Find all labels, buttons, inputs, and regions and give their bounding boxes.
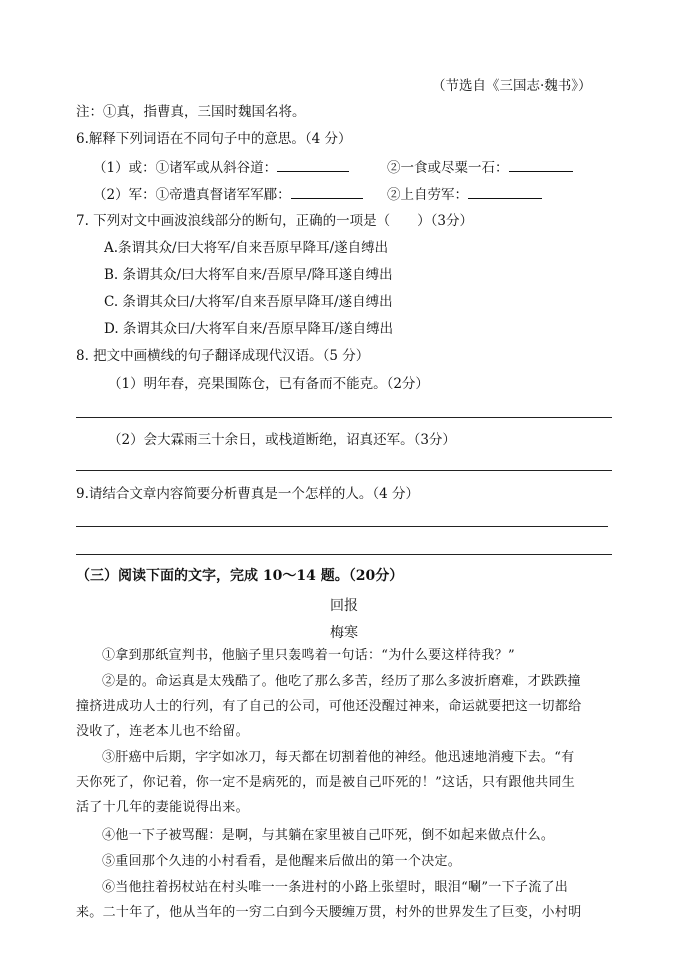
paragraph-3-line-3: 活了十几年的妻能说得出来。	[76, 800, 249, 815]
q8-answer-line-1[interactable]	[76, 417, 612, 418]
q6-row1-left-text: （1）或：①诸军或从斜谷道：	[93, 160, 278, 176]
footnote: 注：①真，指曹真，三国时魏国名将。	[76, 104, 306, 120]
q7-option-c[interactable]: C. 条谓其众曰/大将军/自来吾原早降耳/遂自缚出	[104, 294, 393, 310]
q6-row2-left	[93, 184, 363, 205]
q8-sentence-1: （1）明年春，亮果围陈仓，已有备而不能克。（2分）	[108, 376, 429, 392]
paragraph-3-line-2: 天你死了，你记着，你一定不是病死的，而是被自己吓死的！”这话，只有跟他共同生	[76, 775, 576, 790]
q6-row1-right-text: ②一食或尽粟一石：	[387, 160, 509, 176]
q6-row1-right	[387, 157, 573, 178]
story-author: 梅寒	[330, 625, 358, 641]
paragraph-2-line-2: 撞挤进成功人士的行列，有了自己的公司，可他还没醒过神来，命运就要把这一切都给	[76, 699, 582, 714]
section3-heading: （三）阅读下面的文字，完成 10～14 题。（20分）	[76, 568, 404, 584]
q8-sentence-2: （2）会大霖雨三十余日，或栈道断绝，诏真还军。（3分）	[108, 432, 456, 448]
q7-option-d[interactable]: D. 条谓其众曰/大将军自来/吾原早降耳/遂自缚出	[104, 321, 394, 337]
q7-option-a[interactable]: A.条谓其众/曰大将军/自来吾原早降耳/遂自缚出	[104, 240, 389, 256]
story-title: 回报	[330, 598, 358, 614]
q8-answer-line-2[interactable]	[76, 470, 612, 471]
q6-row2-left-text: （2）军：①帝遣真督诸军军郿：	[93, 187, 291, 203]
q6-blank-3[interactable]	[291, 184, 363, 199]
paragraph-2-line-1: ②是的。命运真是太残酷了。他吃了那么多苦，经历了那么多波折磨难，才跌跌撞	[102, 674, 581, 689]
q6-title: 6.解释下列词语在不同句子中的意思。（4 分）	[76, 131, 352, 147]
source-citation: （节选自《三国志·魏书》）	[432, 78, 592, 94]
paragraph-5: ⑤重回那个久违的小村看看，是他醒来后做出的第一个决定。	[102, 854, 462, 869]
q6-row2-right-text: ②上自劳军：	[387, 187, 468, 203]
q7-title: 7. 下列对文中画波浪线部分的断句，正确的一项是（ ）（3分）	[76, 213, 474, 229]
paragraph-6-line-1: ⑥当他拄着拐杖站在村头唯一一条进村的小路上张望时，眼泪“唰”一下子流了出	[102, 880, 569, 895]
q9-title: 9.请结合文章内容简要分析曹真是一个怎样的人。（4 分）	[76, 486, 420, 502]
paragraph-2-line-3: 没收了，连老本儿也不给留。	[76, 724, 249, 739]
paragraph-4: ④他一下子被骂醒：是啊，与其躺在家里被自己吓死，倒不如起来做点什么。	[102, 828, 555, 843]
q7-option-b[interactable]: B. 条谓其众/曰大将军自来/吾原早/降耳遂自缚出	[104, 267, 393, 283]
paragraph-6-line-2: 来。二十年了，他从当年的一穷二白到今天腰缠万贯，村外的世界发生了巨变，小村明	[76, 905, 582, 920]
q6-blank-2[interactable]	[509, 157, 573, 172]
paragraph-3-line-1: ③肝癌中后期，字字如冰刀，每天都在切割着他的神经。他迅速地消瘦下去。“有	[102, 750, 575, 765]
q6-row1-left	[93, 157, 349, 178]
q6-blank-4[interactable]	[468, 184, 542, 199]
q9-answer-line-1[interactable]	[76, 526, 608, 527]
q8-title: 8. 把文中画横线的句子翻译成现代汉语。（5 分）	[76, 348, 370, 364]
q6-blank-1[interactable]	[277, 157, 349, 172]
q6-row2-right	[387, 184, 542, 205]
q9-answer-line-2[interactable]	[76, 554, 612, 555]
paragraph-1: ①拿到那纸宣判书，他脑子里只轰鸣着一句话：“为什么要这样待我？”	[102, 648, 515, 663]
